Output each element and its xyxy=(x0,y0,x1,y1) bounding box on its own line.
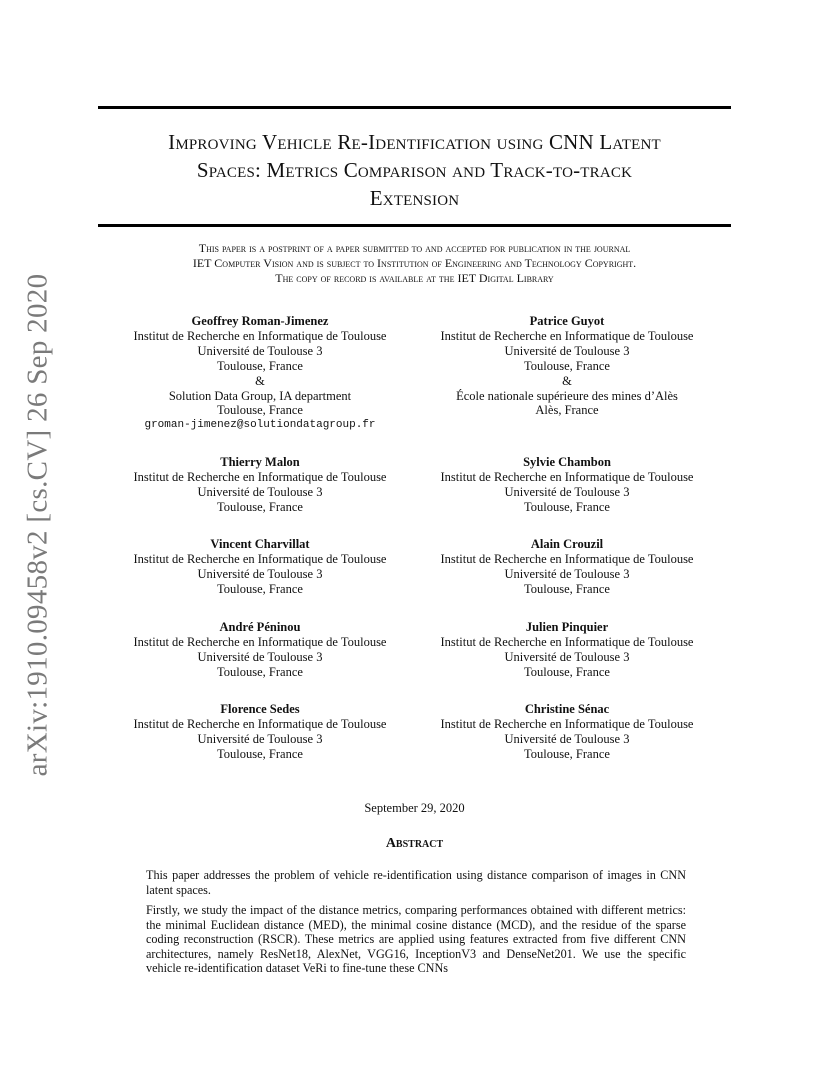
affiliation-line: Toulouse, France xyxy=(524,581,610,596)
arxiv-identifier: arXiv:1910.09458v2 [cs.CV] 26 Sep 2020 xyxy=(21,273,54,777)
affiliation-line: Toulouse, France xyxy=(217,358,303,373)
author-block xyxy=(110,702,410,762)
affiliation-line: Université de Toulouse 3 xyxy=(197,731,323,746)
abstract-paragraph: Firstly, we study the impact of the distance metrics, comparing performances obtained with different metrics: the minimal Euclidean distance (MED), the minimal cosine distance (MCD), and the residue of the sparse coding reconstruction (RSCR). These metrics are applied using features extracted from five different CNN architectures, namely ResNet18, AlexNet, VGG16, InceptionV3 and DenseNet201. We use the specific vehicle re-identification dataset VeRi to fine-tune these CNNs xyxy=(146,903,686,975)
author-block xyxy=(110,314,410,433)
author-name: André Péninou xyxy=(219,620,301,634)
affiliation-line: Université de Toulouse 3 xyxy=(504,484,630,499)
author-block xyxy=(110,455,410,515)
affiliation-line: & xyxy=(562,373,572,388)
author-name: Vincent Charvillat xyxy=(210,537,310,551)
affiliation-line: Institut de Recherche en Informatique de Toulouse xyxy=(133,469,387,484)
paper-title xyxy=(98,128,731,212)
author-block xyxy=(417,455,717,515)
notice-line: IET Computer Vision and is subject to Institution of Engineering and Technology Copyright. xyxy=(192,256,637,270)
abstract-body xyxy=(146,868,686,982)
author-block xyxy=(417,537,717,597)
affiliation-line: Toulouse, France xyxy=(217,746,303,761)
affiliation-line: Université de Toulouse 3 xyxy=(197,343,323,358)
affiliation-line: Institut de Recherche en Informatique de Toulouse xyxy=(440,551,694,566)
affiliation-line: Toulouse, France xyxy=(524,358,610,373)
affiliation-line: Institut de Recherche en Informatique de Toulouse xyxy=(133,634,387,649)
affiliation-line: Toulouse, France xyxy=(217,664,303,679)
affiliation-line: Institut de Recherche en Informatique de Toulouse xyxy=(133,551,387,566)
affiliation-line: Toulouse, France xyxy=(217,403,303,418)
postprint-notice xyxy=(98,241,731,286)
author-email[interactable]: groman-jimenez@solutiondatagroup.fr xyxy=(144,419,376,432)
affiliation-line: Alès, France xyxy=(535,403,599,418)
affiliation-line: Université de Toulouse 3 xyxy=(504,343,630,358)
author-name: Alain Crouzil xyxy=(530,537,604,551)
affiliation-line: Université de Toulouse 3 xyxy=(197,649,323,664)
affiliation-line: Toulouse, France xyxy=(217,499,303,514)
publication-date: September 29, 2020 xyxy=(364,801,465,815)
affiliation-line: Institut de Recherche en Informatique de Toulouse xyxy=(440,716,694,731)
author-name: Christine Sénac xyxy=(524,702,610,716)
title-line: Improving Vehicle Re-Identification using CNN Latent xyxy=(168,130,661,154)
author-name: Patrice Guyot xyxy=(529,314,605,328)
author-name: Julien Pinquier xyxy=(525,620,609,634)
affiliation-line: Université de Toulouse 3 xyxy=(504,566,630,581)
affiliation-line: Université de Toulouse 3 xyxy=(197,566,323,581)
affiliation-line: Institut de Recherche en Informatique de Toulouse xyxy=(440,634,694,649)
title-line: Spaces: Metrics Comparison and Track-to-track xyxy=(196,158,633,182)
affiliation-line: Institut de Recherche en Informatique de Toulouse xyxy=(440,469,694,484)
affiliation-line: Institut de Recherche en Informatique de Toulouse xyxy=(440,328,694,343)
author-block xyxy=(110,537,410,597)
author-name: Thierry Malon xyxy=(220,455,300,469)
affiliation-line: Université de Toulouse 3 xyxy=(197,484,323,499)
author-block xyxy=(417,702,717,762)
affiliation-line: Université de Toulouse 3 xyxy=(504,649,630,664)
affiliation-line: Institut de Recherche en Informatique de Toulouse xyxy=(133,716,387,731)
author-block xyxy=(110,620,410,680)
abstract-paragraph: This paper addresses the problem of vehicle re-identification using distance comparison of images in CNN latent spaces. xyxy=(146,868,686,897)
abstract-heading: Abstract xyxy=(385,836,444,851)
author-name: Sylvie Chambon xyxy=(523,455,611,469)
affiliation-line: Université de Toulouse 3 xyxy=(504,731,630,746)
affiliation-line: & xyxy=(255,373,265,388)
affiliation-line: Toulouse, France xyxy=(524,499,610,514)
author-name: Florence Sedes xyxy=(220,702,300,716)
affiliation-line: Toulouse, France xyxy=(524,746,610,761)
author-block xyxy=(417,620,717,680)
notice-line: The copy of record is available at the IET Digital Library xyxy=(275,271,554,285)
affiliation-line: Toulouse, France xyxy=(524,664,610,679)
affiliation-line: Solution Data Group, IA department xyxy=(168,388,352,403)
author-block xyxy=(417,314,717,418)
author-name: Geoffrey Roman-Jimenez xyxy=(191,314,329,328)
title-rule-bottom xyxy=(98,224,731,227)
title-rule-top xyxy=(98,106,731,109)
affiliation-line: Toulouse, France xyxy=(217,581,303,596)
notice-line: This paper is a postprint of a paper submitted to and accepted for publication in the journal xyxy=(198,241,631,255)
title-line: Extension xyxy=(369,186,460,210)
affiliation-line: École nationale supérieure des mines d’Alès xyxy=(456,388,678,403)
affiliation-line: Institut de Recherche en Informatique de Toulouse xyxy=(133,328,387,343)
